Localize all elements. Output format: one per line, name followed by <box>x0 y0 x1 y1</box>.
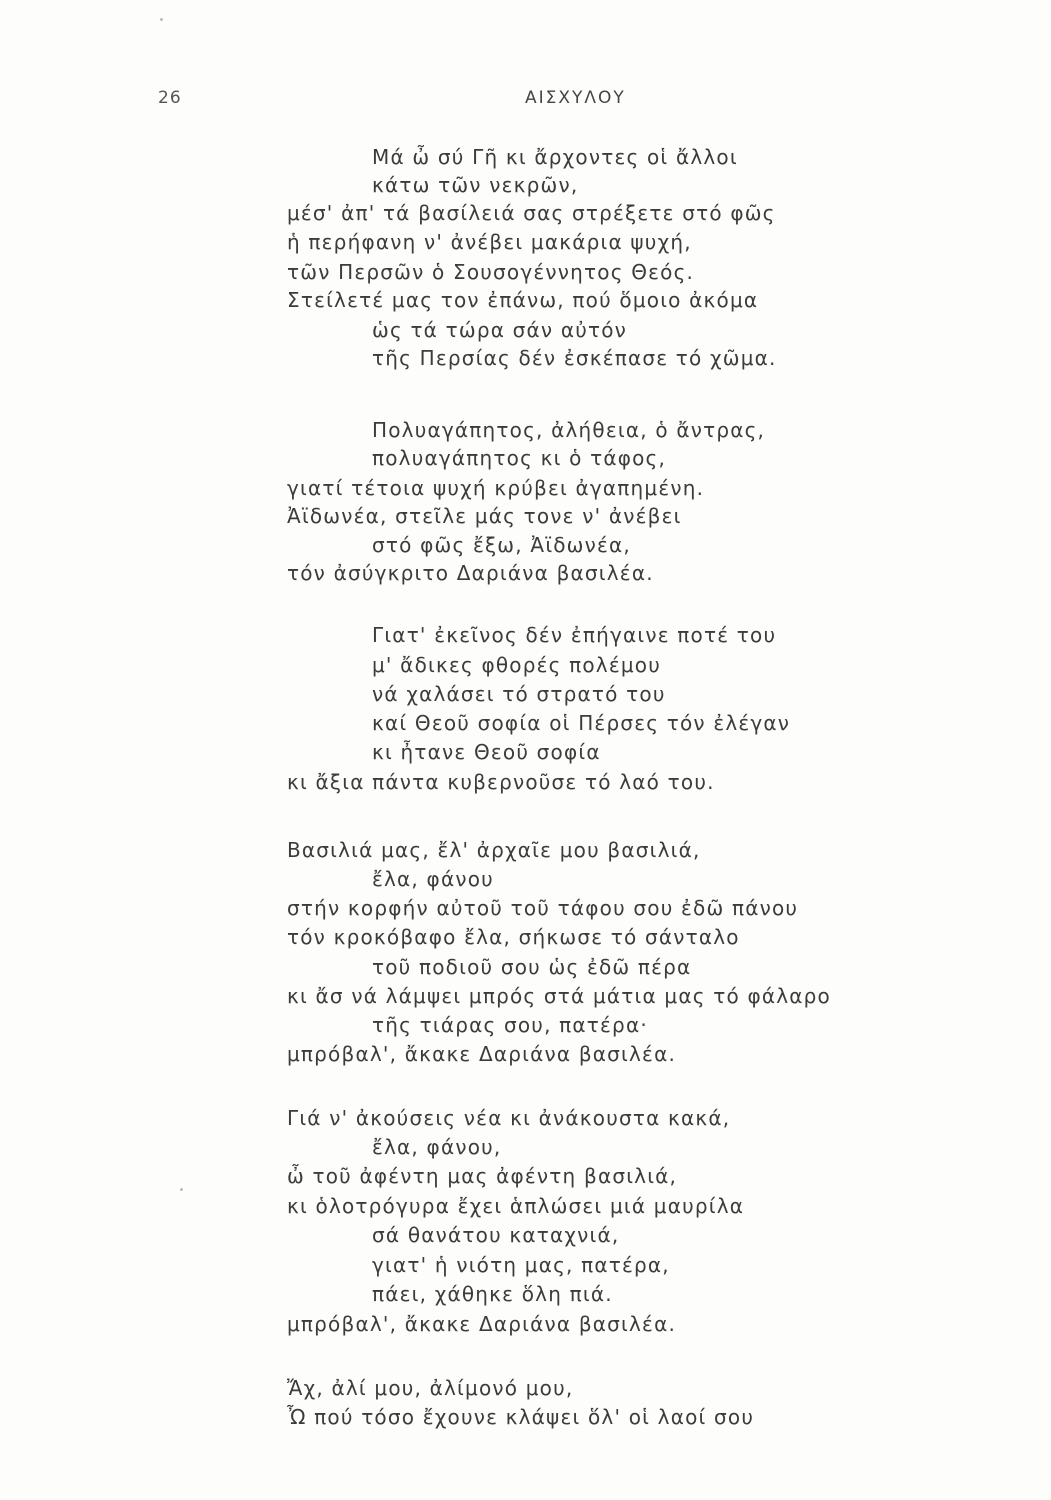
verse-line: Γιατ' ἐκεῖνος δέν ἐπήγαινε ποτέ του <box>372 623 777 647</box>
verse-line: στήν κορφήν αὐτοῦ τοῦ τάφου σου ἐδῶ πάνου <box>287 896 799 920</box>
verse-line: σά θανάτου καταχνιά, <box>372 1223 620 1247</box>
scan-speck <box>180 1188 183 1191</box>
verse-line: μπρόβαλ', ἄκακε Δαριάνα βασιλέα. <box>287 1042 677 1066</box>
verse-line: τόν κροκόβαφο ἔλα, σήκωσε τό σάνταλο <box>287 925 740 949</box>
running-head: ΑΙΣΧΥΛΟΥ <box>525 88 626 108</box>
verse-line: Μά ὦ σύ Γῆ κι ἄρχοντες οἱ ἄλλοι <box>372 145 738 169</box>
verse-line: ἔλα, φάνου <box>372 867 494 891</box>
verse-line: πολυαγάπητος κι ὁ τάφος, <box>372 446 667 470</box>
verse-line: στό φῶς ἔξω, Ἀϊδωνέα, <box>372 533 631 557</box>
verse-line: κι ὁλοτρόγυρα ἔχει ἁπλώσει μιά μαυρίλα <box>287 1194 745 1218</box>
scan-speck <box>160 18 163 21</box>
verse-line: Ἄχ, ἀλί μου, ἀλίμονό μου, <box>287 1376 574 1400</box>
verse-line: Βασιλιά μας, ἔλ' ἀρχαῖε μου βασιλιά, <box>287 838 701 862</box>
verse-line: ὡς τά τώρα σάν αὐτόν <box>372 318 628 342</box>
page-number: 26 <box>158 88 182 108</box>
verse-line: κι ἄσ νά λάμψει μπρός στά μάτια μας τό φάλαρο <box>287 984 831 1008</box>
verse-line: ὦ τοῦ ἀφέντη μας ἀφέντη βασιλιά, <box>287 1164 678 1188</box>
verse-line: Ὦ πού τόσο ἔχουνε κλάψει ὅλ' οἱ λαοί σου <box>287 1405 755 1429</box>
verse-line: ἡ περήφανη ν' ἀνέβει μακάρια ψυχή, <box>287 230 692 254</box>
verse-line: τῆς Περσίας δέν ἐσκέπασε τό χῶμα. <box>372 346 777 370</box>
verse-line: γιατ' ἡ νιότη μας, πατέρα, <box>372 1253 670 1277</box>
verse-line: τῆς τιάρας σου, πατέρα· <box>372 1013 648 1037</box>
verse-line: καί Θεοῦ σοφία οἱ Πέρσες τόν ἐλέγαν <box>372 711 791 735</box>
verse-line: κάτω τῶν νεκρῶν, <box>372 173 579 197</box>
verse-line: γιατί τέτοια ψυχή κρύβει ἀγαπημένη. <box>287 476 705 500</box>
verse-line: κι ἦτανε Θεοῦ σοφία <box>372 740 601 764</box>
verse-line: μ' ἄδικες φθορές πολέμου <box>372 653 661 677</box>
verse-line: κι ἄξια πάντα κυβερνοῦσε τό λαό του. <box>287 770 715 794</box>
verse-line: τοῦ ποδιοῦ σου ὡς ἐδῶ πέρα <box>372 955 692 979</box>
verse-line: Πολυαγάπητος, ἀλήθεια, ὁ ἄντρας, <box>372 418 766 442</box>
verse-line: ἔλα, φάνου, <box>372 1135 502 1159</box>
verse-line: νά χαλάσει τό στρατό του <box>372 682 666 706</box>
verse-line: Στείλετέ μας τον ἐπάνω, πού ὅμοιο ἀκόμα <box>287 288 759 312</box>
verse-line: τόν ἀσύγκριτο Δαριάνα βασιλέα. <box>287 561 654 585</box>
verse-line: μπρόβαλ', ἄκακε Δαριάνα βασιλέα. <box>287 1312 677 1336</box>
verse-line: Ἀϊδωνέα, στεῖλε μάς τονε ν' ἀνέβει <box>287 504 682 528</box>
verse-line: μέσ' ἀπ' τά βασίλειά σας στρέξετε στό φῶς <box>287 201 776 225</box>
verse-line: τῶν Περσῶν ὁ Σουσογέννητος Θεός. <box>287 260 695 284</box>
verse-line: Γιά ν' ἀκούσεις νέα κι ἀνάκουστα κακά, <box>287 1106 731 1130</box>
verse-line: πάει, χάθηκε ὅλη πιά. <box>372 1282 613 1306</box>
